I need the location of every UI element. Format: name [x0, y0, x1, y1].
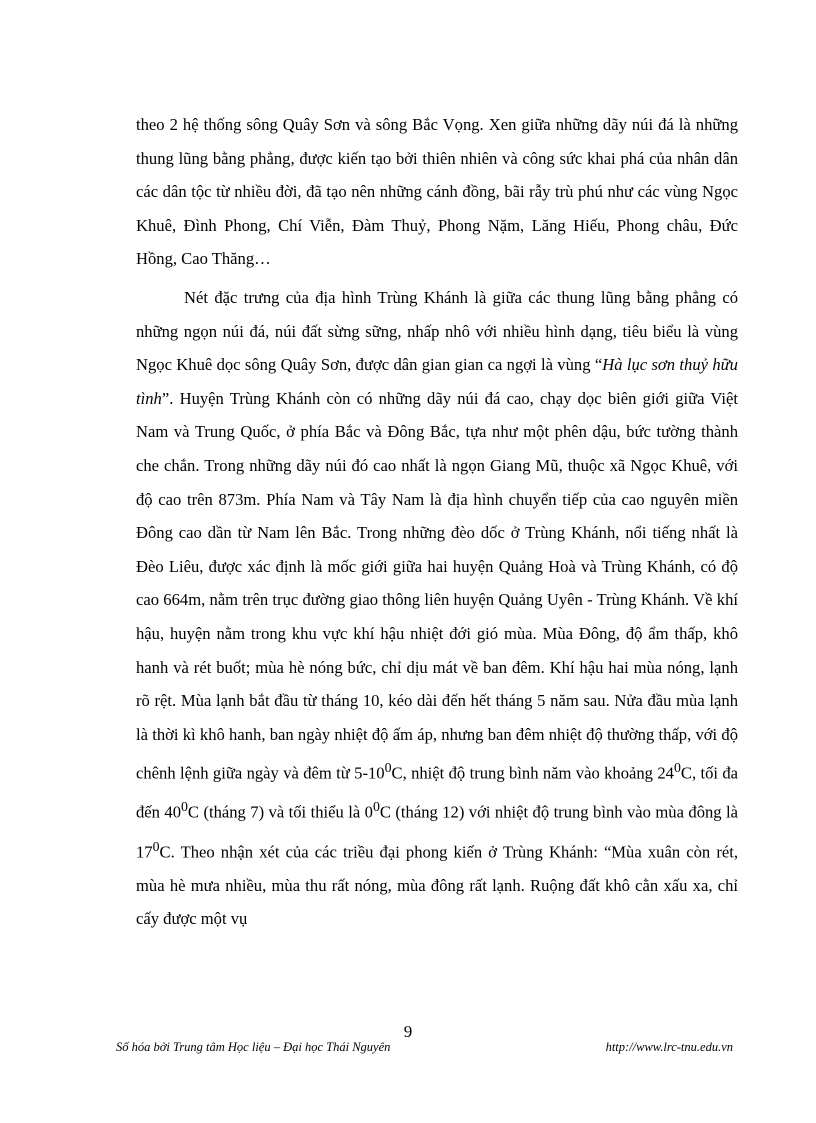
temperature-average: 24 [657, 763, 674, 783]
temperature-max: 40 [164, 802, 181, 822]
temperature-min: 0 [364, 802, 373, 822]
celsius-unit: C [187, 802, 199, 822]
degree-superscript: 0 [673, 760, 681, 776]
temperature-winter: 17 [136, 842, 153, 862]
degree-superscript: 0 [372, 799, 380, 815]
footer-source: Số hóa bởi Trung tâm Học liệu – Đại học Thái Nguyên [116, 1040, 391, 1054]
celsius-unit: C [391, 763, 403, 783]
temperature-range: 5-10 [354, 763, 385, 783]
paragraph-2-text: . Theo nhận xét của các triều đại phong kiến ở Trùng Khánh: “Mùa xuân còn rét, mùa hè mưa nhiều, mùa thu rất nóng, mùa đông rất lạnh. Ruộng đất khô cằn xấu xa, chỉ cấy được một vụ [136, 842, 738, 929]
page-number: 9 [403, 1022, 413, 1041]
paragraph-2-text: (tháng 12) với nhiệt độ trung bình vào mùa đông là [390, 802, 739, 822]
paragraph-1: theo 2 hệ thống sông Quây Sơn và sông Bắc Vọng. Xen giữa những dãy núi đá là những thung lũng bằng phẳng, được kiến tạo bởi thiên nhiên và công sức khai phá của nhân dân các dân tộc từ nhiều đời, đã tạo nên những cánh đồng, bãi rẫy trù phú như các vùng Ngọc Khuê, Đình Phong, Chí Viễn, Đàm Thuỷ, Phong Nặm, Lăng Hiếu, Phong châu, Đức Hồng, Cao Thăng… [136, 115, 738, 269]
celsius-unit: C [379, 802, 391, 822]
paragraph-2-text: Nét đặc trưng của địa hình Trùng Khánh là giữa các thung lũng bằng phẳng có những ngọn núi đá, núi đất sừng sững, nhấp nhô với nhiều hình dạng, tiêu biểu là vùng Ngọc Khuê dọc sông Quây Sơn, được dân gian gian ca ngợi là vùng “ [136, 287, 738, 375]
degree-superscript: 0 [152, 838, 160, 854]
paragraph-2-text: ”. Huyện Trùng Khánh còn có những dãy núi đá cao, chạy dọc biên giới giữa Việt Nam và Trung Quốc, ở phía Bắc và Đông Bắc, tựa như một phên dậu, bức tường thành che chắn. Trong những dãy núi đó cao nhất là ngọn Giang Mũ, thuộc xã Ngọc Khuê, với độ cao trên 873m. Phía Nam và Tây Nam là địa hình chuyển tiếp của cao nguyên miền Đông cao dần từ Nam lên Bắc. Trong những đèo dốc ở Trùng Khánh, nổi tiếng nhất là Đèo Liêu, được xác định là mốc giới giữa hai huyện Quảng Hoà và Trùng Khánh, có độ cao 664m, nằm trên trục đường giao thông liên huyện Quảng Uyên - Trùng Khánh. Về khí hậu, huyện nằm trong khu vực khí hậu nhiệt đới gió mùa. Mùa Đông, độ ẩm thấp, khô hanh và rét buốt; mùa hè nóng bức, chỉ dịu mát về ban đêm. Khí hậu hai mùa nóng, lạnh rõ rệt. Mùa lạnh bắt đầu từ tháng 10, kéo dài đến hết tháng 5 năm sau. Nửa đầu mùa lạnh là thời kì khô hanh, ban ngày nhiệt độ ấm áp, nhưng ban đêm nhiệt độ thường thấp, với độ chênh lệnh giữa ngày và đêm từ [136, 388, 738, 783]
paragraph-2-text: , tối đa đến [136, 763, 739, 822]
celsius-unit: C [159, 842, 171, 862]
paragraph-2 [136, 281, 738, 936]
celsius-unit: C [680, 763, 692, 783]
paragraph-2-text: , nhiệt độ trung bình năm vào khoảng [402, 763, 658, 783]
degree-superscript: 0 [384, 760, 392, 776]
degree-superscript: 0 [181, 799, 188, 815]
body-text [136, 108, 738, 936]
quoted-phrase: Hà lục sơn thuỷ hữu tình [136, 355, 738, 408]
paragraph-2-text: (tháng 7) và tối thiểu là [199, 802, 365, 822]
footer-url: http://www.lrc-tnu.edu.vn [605, 1040, 733, 1054]
